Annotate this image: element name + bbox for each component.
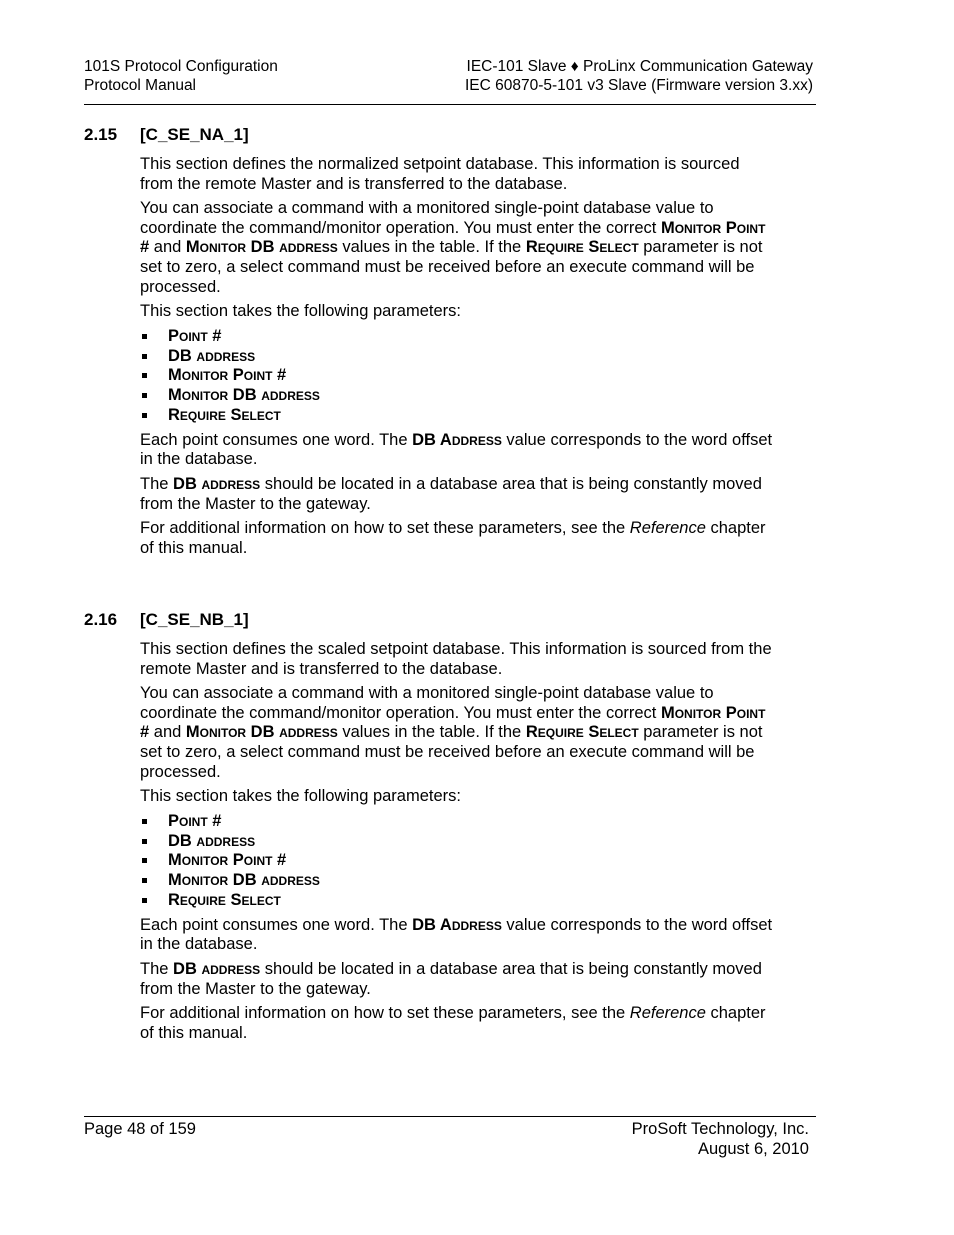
- list-item: Point #: [140, 812, 774, 832]
- association-paragraph: You can associate a command with a monitored single-point database value to coordinate the command/monitor operation. You must enter the correct Monitor Point # and Monitor DB address values in the table. If the Require Select parameter is not set to zero, a select command must be received before an execute command will be processed.: [140, 684, 766, 781]
- intro-paragraph: This section defines the normalized setpoint database. This information is sourced from the remote Master and is transferred to the database.: [140, 155, 740, 193]
- intro-paragraph: This section defines the scaled setpoint database. This information is sourced from the remote Master and is transferred to the database.: [140, 640, 772, 678]
- reference-paragraph: For additional information on how to set these parameters, see the Reference chapter of this manual.: [140, 1004, 766, 1042]
- page-number: Page 48 of 159: [84, 1120, 196, 1138]
- location-paragraph: The DB address should be located in a database area that is being constantly moved from the Master to the gateway.: [140, 959, 762, 998]
- parameter-list: [140, 812, 774, 911]
- list-item: Require Select: [140, 891, 774, 911]
- term-db-address: DB Address: [412, 430, 502, 449]
- running-footer-right: [632, 1119, 809, 1159]
- list-item: Monitor DB address: [140, 386, 774, 406]
- footer-rule: [84, 1116, 816, 1117]
- list-item: Point #: [140, 327, 774, 347]
- list-item: Monitor DB address: [140, 871, 774, 891]
- list-item: Monitor Point #: [140, 851, 774, 871]
- header-rule: [84, 104, 816, 105]
- term-db-address: DB address: [173, 959, 261, 978]
- running-header-left: [84, 57, 278, 95]
- term-monitor-point: Monitor Point #: [140, 703, 766, 742]
- association-paragraph: You can associate a command with a monitored single-point database value to coordinate the command/monitor operation. You must enter the correct Monitor Point # and Monitor DB address values in the table. If the Require Select parameter is not set to zero, a select command must be received before an execute command will be processed.: [140, 199, 766, 296]
- header-product: IEC-101 Slave ♦ ProLinx Communication Gateway: [466, 58, 813, 75]
- word-paragraph: Each point consumes one word. The DB Address value corresponds to the word offset in the database.: [140, 430, 773, 469]
- params-intro: This section takes the following parameters:: [140, 302, 461, 321]
- list-item: DB address: [140, 347, 774, 367]
- term-db-address: DB Address: [412, 915, 502, 934]
- params-intro: This section takes the following parameters:: [140, 787, 461, 806]
- term-require-select: Require Select: [525, 238, 639, 257]
- reference-paragraph: For additional information on how to set these parameters, see the Reference chapter of this manual.: [140, 519, 766, 557]
- section-2-16: [84, 609, 774, 1048]
- section-body: [84, 640, 774, 1043]
- footer-company: ProSoft Technology, Inc.: [631, 1120, 809, 1138]
- header-doc-subtitle: Protocol Manual: [84, 77, 197, 94]
- section-body: [84, 155, 774, 558]
- section-title: [C_SE_NA_1]: [140, 125, 249, 144]
- list-item: Monitor Point #: [140, 366, 774, 386]
- section-number: 2.16: [84, 610, 118, 629]
- section-title: [C_SE_NB_1]: [140, 610, 249, 629]
- word-paragraph: Each point consumes one word. The DB Address value corresponds to the word offset in the database.: [140, 915, 773, 954]
- footer-date: August 6, 2010: [697, 1140, 809, 1158]
- running-header-right: [465, 57, 813, 95]
- header-standard: IEC 60870-5-101 v3 Slave (Firmware version 3.xx): [464, 77, 813, 94]
- list-item: Require Select: [140, 406, 774, 426]
- list-item: DB address: [140, 832, 774, 852]
- section-number: 2.15: [84, 125, 118, 144]
- term-require-select: Require Select: [525, 723, 639, 742]
- section-2-15: [84, 124, 774, 563]
- term-db-address: DB address: [173, 474, 261, 493]
- parameter-list: [140, 327, 774, 426]
- term-monitor-db-address: Monitor DB address: [185, 723, 338, 742]
- section-heading: [84, 124, 774, 146]
- header-doc-title: 101S Protocol Configuration: [84, 58, 278, 75]
- reference-term: Reference: [629, 1004, 706, 1023]
- location-paragraph: The DB address should be located in a database area that is being constantly moved from the Master to the gateway.: [140, 474, 762, 513]
- term-monitor-point: Monitor Point #: [140, 218, 766, 257]
- reference-term: Reference: [629, 519, 706, 538]
- term-monitor-db-address: Monitor DB address: [185, 238, 338, 257]
- section-heading: [84, 609, 774, 631]
